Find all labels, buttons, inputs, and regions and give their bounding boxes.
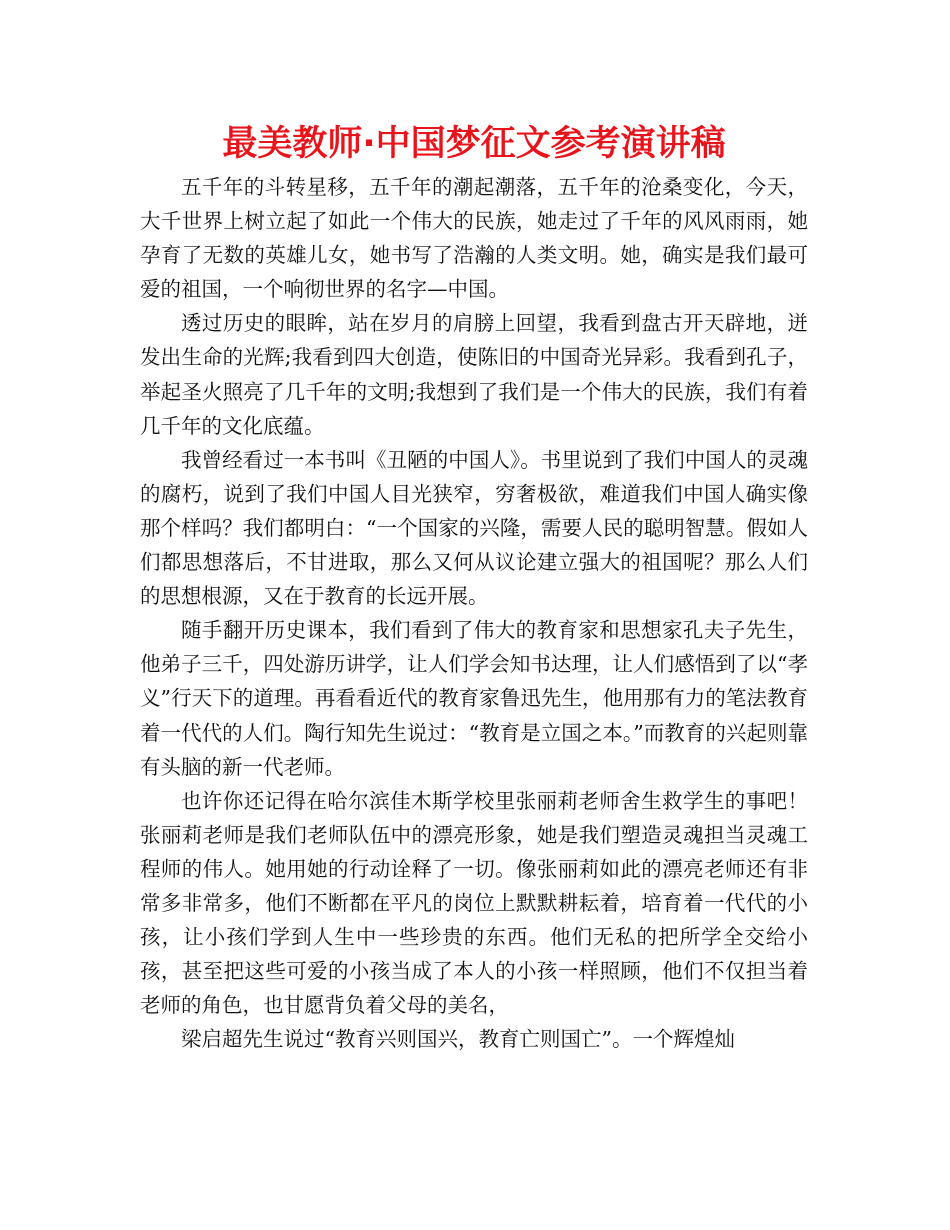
paragraph-1: 五千年的斗转星移，五千年的潮起潮落，五千年的沧桑变化，今天，大千世界上树立起了如此一个伟大的民族，她走过了千年的风风雨雨，她孕育了无数的英雄儿女，她书写了浩瀚的人类文明。她，确实是我们最可爱的祖国，一个响彻世界的名字—中国。 xyxy=(140,175,808,302)
paragraph-5: 也许你还记得在哈尔滨佳木斯学校里张丽莉老师舍生救学生的事吧！张丽莉老师是我们老师队伍中的漂亮形象，她是我们塑造灵魂担当灵魂工程师的伟人。她用她的行动诠释了一切。像张丽莉如此的漂亮老师还有非常多非常多，他们不断都在平凡的岗位上默默耕耘着，培育着一代代的小孩，让小孩们学到人生中一些珍贵的东西。他们无私的把所学全交给小孩，甚至把这些可爱的小孩当成了本人的小孩一样照顾，他们不仅担当着老师的角色，也甘愿背负着父母的美名， xyxy=(140,788,808,1018)
paragraph-6: 梁启超先生说过“教育兴则国兴，教育亡则国亡”。一个辉煌灿 xyxy=(181,1027,735,1052)
paragraph-3: 我曾经看过一本书叫《丑陋的中国人》。书里说到了我们中国人的灵魂的腐朽，说到了我们中国人目光狭窄，穷奢极欲，难道我们中国人确实像那个样吗？我们都明白：“一个国家的兴隆，需要人民的聪明智慧。假如人们都思想落后，不甘进取，那么又何从议论建立强大的祖国呢？那么人们的思想根源，又在于教育的长远开展。 xyxy=(140,447,808,609)
document-title: 最美教师·中国梦征文参考演讲稿 xyxy=(222,124,726,164)
paragraph-2: 透过历史的眼眸，站在岁月的肩膀上回望，我看到盘古开天辟地，迸发出生命的光辉;我看到四大创造，使陈旧的中国奇光异彩。我看到孔子，举起圣火照亮了几千年的文明;我想到了我们是一个伟大的民族，我们有着几千年的文化底蕴。 xyxy=(140,311,808,438)
paragraph-4: 随手翻开历史课本，我们看到了伟大的教育家和思想家孔夫子先生，他弟子三千，四处游历讲学，让人们学会知书达理，让人们感悟到了以“孝义”行天下的道理。再看看近代的教育家鲁迅先生，他用那有力的笔法教育着一代代的人们。陶行知先生说过：“教育是立国之本。”而教育的兴起则靠有头脑的新一代老师。 xyxy=(140,618,808,779)
document-page xyxy=(140,118,808,1056)
